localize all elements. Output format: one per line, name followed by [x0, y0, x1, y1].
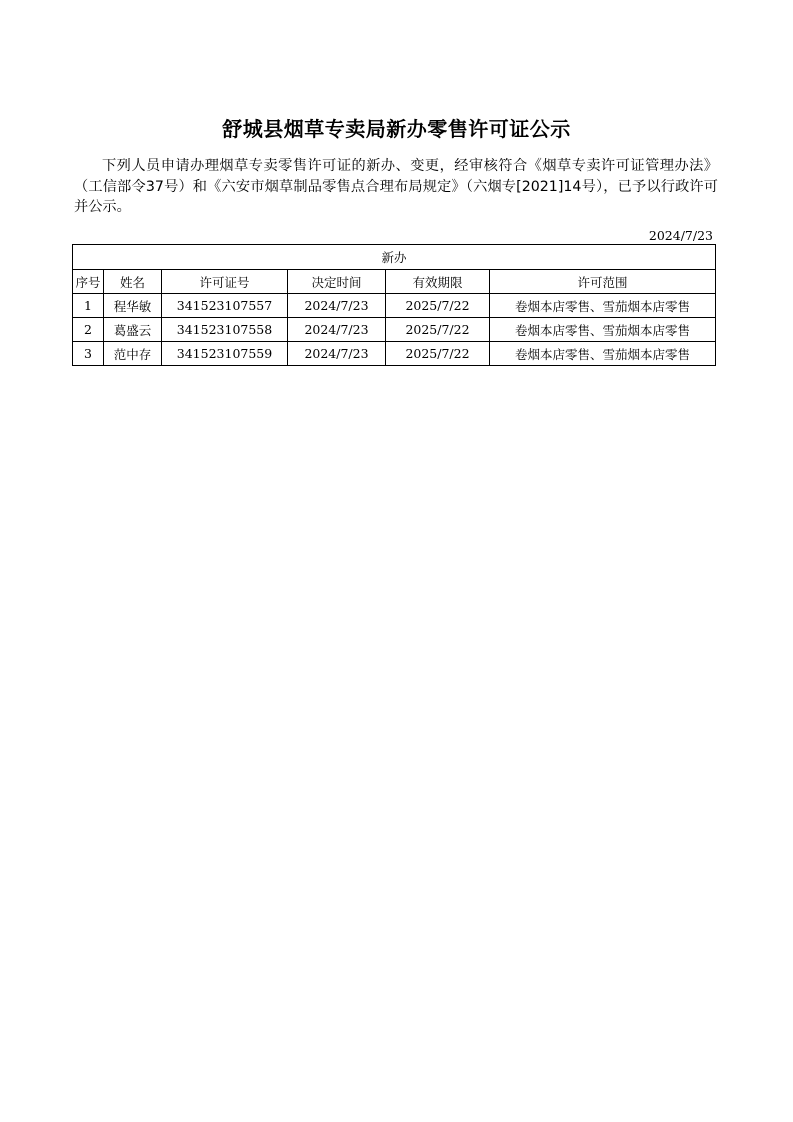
header-decision-date: 决定时间: [288, 270, 386, 294]
table-row: [73, 342, 716, 366]
row-index: 1: [73, 294, 104, 318]
row-permit-number: 341523107558: [162, 318, 288, 342]
row-permit-number: 341523107557: [162, 294, 288, 318]
row-name: 程华敏: [104, 294, 162, 318]
table-row: [73, 294, 716, 318]
row-permit-number: 341523107559: [162, 342, 288, 366]
permit-table: [72, 244, 716, 366]
row-decision-date: 2024/7/23: [288, 294, 386, 318]
publish-date: 2024/7/23: [648, 228, 713, 243]
row-decision-date: 2024/7/23: [288, 342, 386, 366]
row-index: 2: [73, 318, 104, 342]
row-permit-scope: 卷烟本店零售、雪茄烟本店零售: [490, 294, 716, 318]
header-valid-until: 有效期限: [386, 270, 490, 294]
page-title: 舒城县烟草专卖局新办零售许可证公示: [222, 117, 571, 141]
header-index: 序号: [73, 270, 104, 294]
section-label: 新办: [73, 245, 716, 270]
row-name: 葛盛云: [104, 318, 162, 342]
row-index: 3: [73, 342, 104, 366]
row-valid-until: 2025/7/22: [386, 318, 490, 342]
table-row: [73, 318, 716, 342]
row-name: 范中存: [104, 342, 162, 366]
row-decision-date: 2024/7/23: [288, 318, 386, 342]
row-permit-scope: 卷烟本店零售、雪茄烟本店零售: [490, 342, 716, 366]
header-permit-number: 许可证号: [162, 270, 288, 294]
header-row: [73, 270, 716, 294]
row-valid-until: 2025/7/22: [386, 294, 490, 318]
header-permit-scope: 许可范围: [490, 270, 716, 294]
header-name: 姓名: [104, 270, 162, 294]
intro-paragraph: 下列人员申请办理烟草专卖零售许可证的新办、变更，经审核符合《烟草专卖许可证管理办法》（工信部令37号）和《六安市烟草制品零售点合理布局规定》（六烟专[2021]14号），已予以行政许可并公示。: [74, 158, 718, 215]
section-row: [73, 245, 716, 270]
row-permit-scope: 卷烟本店零售、雪茄烟本店零售: [490, 318, 716, 342]
row-valid-until: 2025/7/22: [386, 342, 490, 366]
